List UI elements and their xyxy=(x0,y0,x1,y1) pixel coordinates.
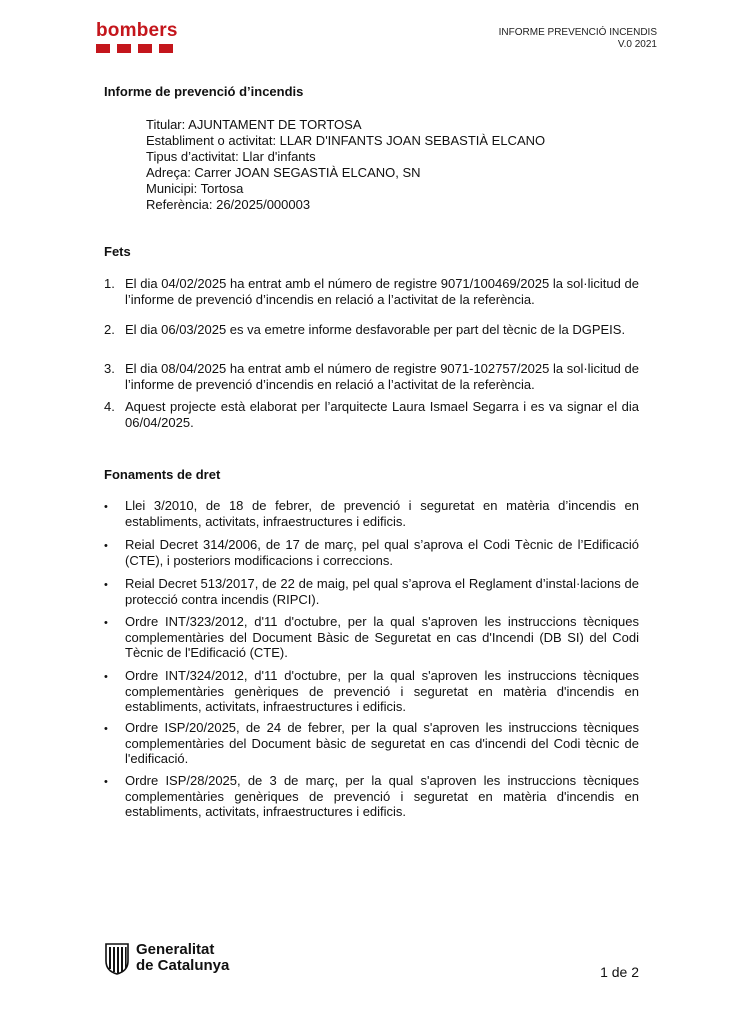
item-number: 1. xyxy=(104,276,115,291)
item-text: Llei 3/2010, de 18 de febrer, de prevenció i seguretat en matèria d’incendis en establiments, activitats, infraestructures i edificis. xyxy=(125,498,639,529)
fonaments-item xyxy=(104,668,639,715)
bullet-mark: • xyxy=(104,501,108,513)
fets-item xyxy=(104,399,639,430)
meta-adreca: Adreça: Carrer JOAN SEGASTIÀ ELCANO, SN xyxy=(146,165,421,180)
item-text: Aquest projecte està elaborat per l’arquitecte Laura Ismael Segarra i es va signar el dia 06/04/2025. xyxy=(125,399,639,430)
page-number: 1 de 2 xyxy=(600,964,639,980)
meta-referencia: Referència: 26/2025/000003 xyxy=(146,197,311,212)
section-heading-fets: Fets xyxy=(104,244,131,259)
item-text: El dia 04/02/2025 ha entrat amb el número de registre 9071/100469/2025 la sol·licitud de l’informe de prevenció d’incendis en relació a l’activitat de la referència. xyxy=(125,276,639,307)
fonaments-item xyxy=(104,720,639,767)
generalitat-line1: Generalitat xyxy=(136,941,215,958)
item-text: Ordre ISP/20/2025, de 24 de febrer, per la qual s'aproven les instruccions tècniques complementàries del Document bàsic de seguretat en cas d'incendi del Codi tècnic de l'edificació. xyxy=(125,720,639,766)
meta-municipi: Municipi: Tortosa xyxy=(146,181,244,196)
fets-item xyxy=(104,361,639,392)
item-text: Ordre INT/323/2012, d'11 d'octubre, per la qual s'aproven les instruccions tècniques complementàries del Document Bàsic de Seguretat en cas d'Incendi (DB SI) del Codi Tècnic de l'Edificació (CTE). xyxy=(125,614,639,660)
generalitat-logo xyxy=(104,941,229,975)
bullet-mark: • xyxy=(104,671,108,683)
fonaments-item xyxy=(104,614,639,661)
fonaments-item xyxy=(104,576,639,607)
fets-item xyxy=(104,322,639,338)
item-number: 2. xyxy=(104,322,115,337)
generalitat-text xyxy=(136,942,229,974)
document-code-version: V.0 2021 xyxy=(617,39,657,50)
item-number: 4. xyxy=(104,399,115,414)
document-code xyxy=(499,27,657,51)
fonaments-item xyxy=(104,773,639,820)
item-text: El dia 06/03/2025 es va emetre informe desfavorable per part del tècnic de la DGPEIS. xyxy=(125,322,626,337)
meta-tipus: Tipus d’activitat: Llar d'infants xyxy=(146,149,316,164)
bullet-mark: • xyxy=(104,579,108,591)
bullet-mark: • xyxy=(104,776,108,788)
bullet-mark: • xyxy=(104,617,108,629)
bullet-mark: • xyxy=(104,723,108,735)
meta-titular: Titular: AJUNTAMENT DE TORTOSA xyxy=(146,117,362,132)
section-heading-fonaments: Fonaments de dret xyxy=(104,467,221,482)
fets-item xyxy=(104,276,639,307)
item-text: Ordre ISP/28/2025, de 3 de març, per la qual s'aproven les instruccions tècniques complementàries genèriques de prevenció i seguretat en matèria d'incendis en establiments, activitats, infraestructures i edificis. xyxy=(125,773,639,819)
report-title: Informe de prevenció d’incendis xyxy=(104,84,304,99)
fonaments-item xyxy=(104,537,639,568)
document-code-line1: INFORME PREVENCIÓ INCENDIS xyxy=(498,27,657,38)
bombers-logo xyxy=(96,22,178,53)
meta-establiment: Establiment o activitat: LLAR D'INFANTS JOAN SEBASTIÀ ELCANO xyxy=(146,133,546,148)
item-text: Ordre INT/324/2012, d'11 d'octubre, per la qual s'aproven les instruccions tècniques complementàries genèriques de prevenció i seguretat en matèria d'incendis en establiments, activitats, infraestructures i edificis. xyxy=(125,668,639,714)
report-metadata xyxy=(146,117,545,213)
item-text: Reial Decret 513/2017, de 22 de maig, pel qual s’aprova el Reglament d’instal·lacions de protecció contra incendis (RIPCI). xyxy=(125,576,639,607)
generalitat-emblem-icon xyxy=(104,941,130,975)
item-text: El dia 08/04/2025 ha entrat amb el número de registre 9071-102757/2025 la sol·licitud de l’informe de prevenció d’incendis en relació a l’activitat de la referència. xyxy=(125,361,639,392)
bullet-mark: • xyxy=(104,540,108,552)
logo-squares xyxy=(96,44,178,53)
item-text: Reial Decret 314/2006, de 17 de març, pel qual s’aprova el Codi Tècnic de l’Edificació (CTE), i posteriors modificacions i correccions. xyxy=(125,537,639,568)
logo-text: bombers xyxy=(96,20,178,41)
item-number: 3. xyxy=(104,361,115,376)
fonaments-item xyxy=(104,498,639,529)
generalitat-line2: de Catalunya xyxy=(136,957,230,974)
